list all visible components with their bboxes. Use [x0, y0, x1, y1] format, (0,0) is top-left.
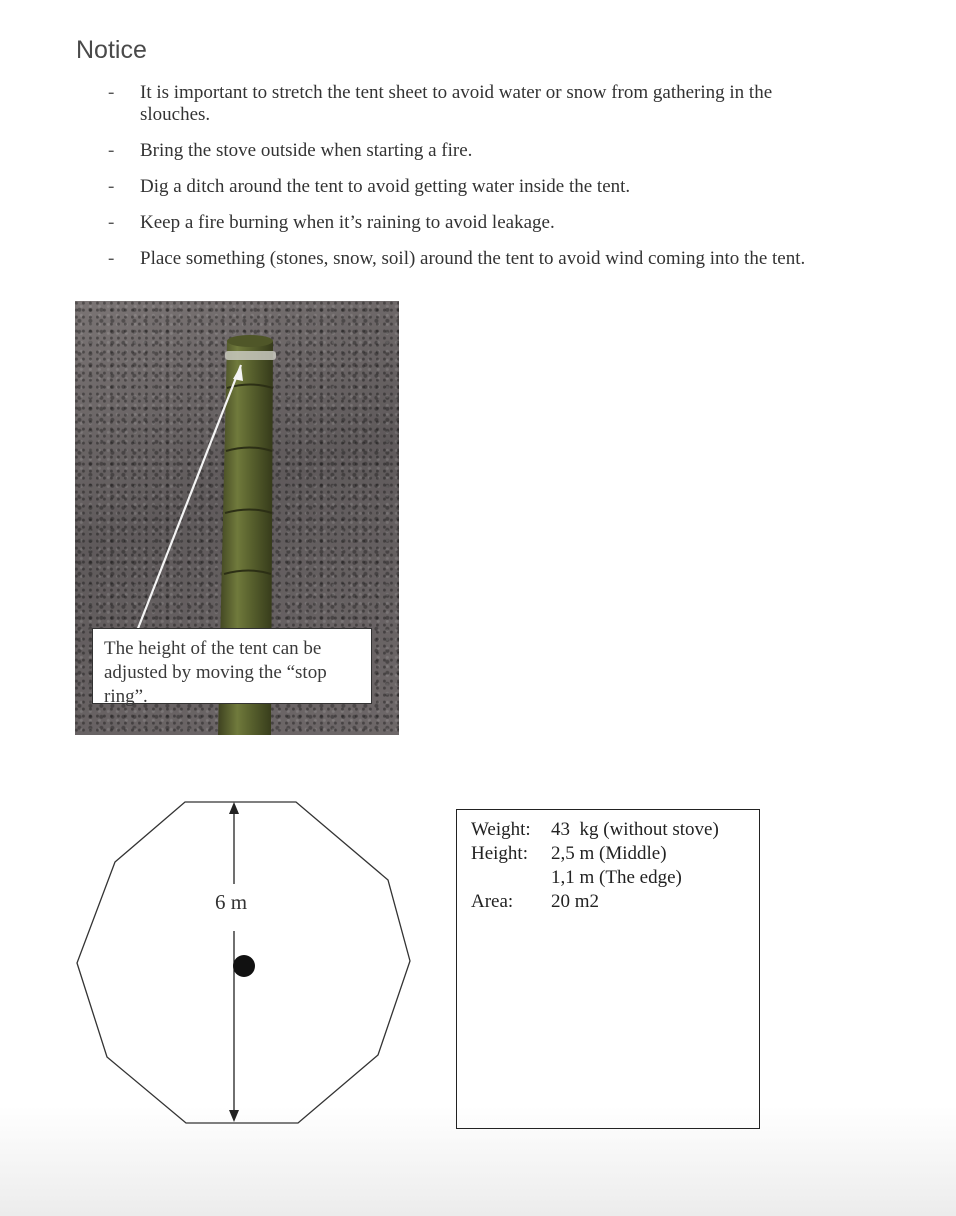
list-item — [108, 82, 908, 126]
list-dash: - — [108, 176, 115, 197]
tent-floor-diagram — [70, 795, 415, 1130]
list-item-text: Place something (stones, snow, soil) around the tent to avoid wind coming into the tent. — [140, 248, 806, 269]
list-item — [108, 248, 908, 270]
weight-value: 43 kg (without stove) — [551, 819, 719, 840]
height-middle-value: 2,5 m (Middle) — [551, 843, 667, 864]
page-title: Notice — [76, 36, 147, 64]
height-edge-value: 1,1 m (The edge) — [551, 867, 682, 888]
list-dash: - — [108, 82, 115, 103]
list-item-text: Bring the stove outside when starting a fire. — [140, 140, 473, 161]
arrow-down-icon — [229, 1110, 239, 1122]
center-pole-marker — [233, 955, 255, 977]
stop-ring — [225, 351, 276, 360]
pole-top — [227, 335, 273, 347]
list-item — [108, 176, 908, 198]
list-dash: - — [108, 140, 115, 161]
tent-pole-photo — [75, 301, 399, 735]
photo-caption: The height of the tent can be adjusted by moving the “stop ring”. — [92, 628, 372, 704]
weight-label: Weight: — [471, 819, 531, 840]
spec-row-area — [471, 890, 759, 914]
spec-row-height — [471, 842, 759, 866]
list-dash: - — [108, 248, 115, 269]
list-item — [108, 140, 908, 162]
notice-list — [108, 82, 908, 284]
area-label: Area: — [471, 891, 514, 912]
spec-row-weight — [471, 818, 759, 842]
list-item-text: Keep a fire burning when it’s raining to avoid leakage. — [140, 212, 555, 233]
list-item — [108, 212, 908, 234]
list-item-text: It is important to stretch the tent sheet to avoid water or snow from gathering in the slouches. — [140, 82, 773, 125]
height-label: Height: — [471, 843, 528, 864]
spec-row-height-edge — [471, 866, 759, 890]
list-dash: - — [108, 212, 115, 233]
diameter-label: 6 m — [215, 890, 248, 914]
list-item-text: Dig a ditch around the tent to avoid getting water inside the tent. — [140, 176, 631, 197]
specs-box — [456, 809, 760, 1129]
area-value: 20 m2 — [551, 891, 600, 912]
arrow-up-icon — [229, 802, 239, 814]
